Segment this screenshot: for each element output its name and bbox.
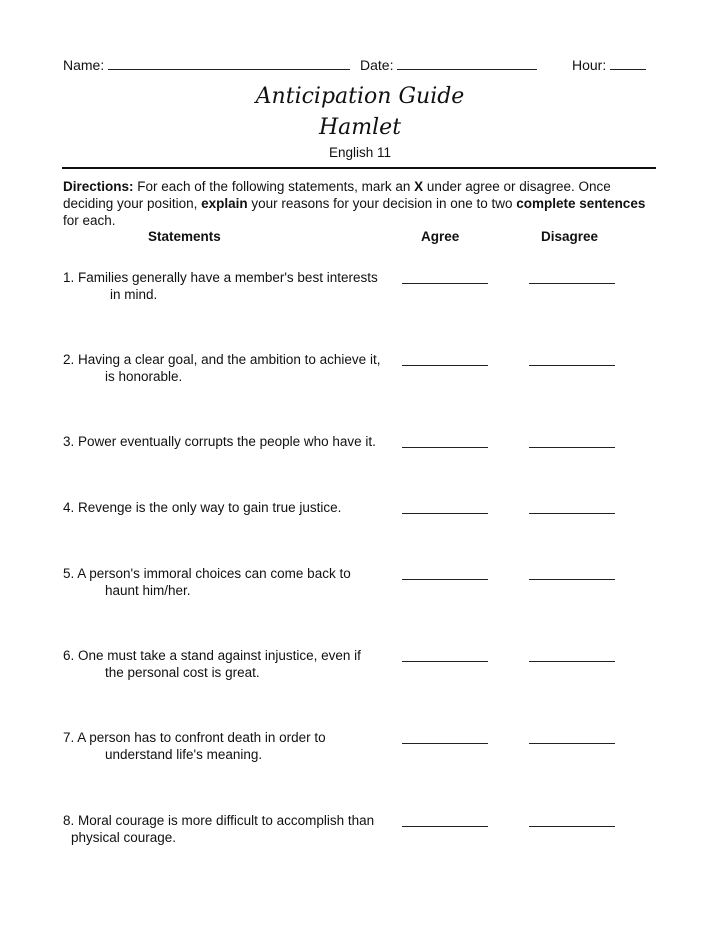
disagree-blank-6[interactable] [529, 661, 615, 662]
statement-7-line1: 7. A person has to confront death in order to [63, 730, 326, 745]
hour-blank[interactable] [610, 58, 646, 70]
disagree-blank-3[interactable] [529, 447, 615, 448]
statement-7 [63, 729, 326, 763]
statement-3-line1: 3. Power eventually corrupts the people who have it. [63, 434, 376, 449]
agree-blank-4[interactable] [402, 513, 488, 514]
name-blank[interactable] [108, 58, 350, 70]
column-disagree: Disagree [541, 229, 599, 244]
disagree-blank-7[interactable] [529, 743, 615, 744]
statement-5-line2: haunt him/her. [105, 583, 191, 598]
directions-x: X [414, 179, 424, 194]
name-field[interactable] [63, 57, 350, 73]
agree-blank-7[interactable] [402, 743, 488, 744]
statement-6 [63, 647, 361, 681]
directions [63, 178, 653, 229]
name-label: Name: [63, 57, 105, 73]
statement-1 [63, 269, 378, 303]
agree-blank-3[interactable] [402, 447, 488, 448]
directions-text-3: your reasons for your decision in one to two [247, 196, 517, 211]
document-title: Anticipation Guide [255, 84, 465, 109]
statement-6-line1: 6. One must take a stand against injustice, even if [63, 648, 361, 663]
statement-3 [63, 433, 376, 450]
directions-text-4: for each. [63, 213, 116, 228]
directions-complete: complete sentences [516, 196, 646, 211]
statement-4 [63, 499, 341, 516]
disagree-blank-8[interactable] [529, 826, 615, 827]
date-label: Date: [360, 57, 394, 73]
hour-label: Hour: [572, 57, 607, 73]
agree-blank-5[interactable] [402, 579, 488, 580]
agree-blank-1[interactable] [402, 283, 488, 284]
directions-text-2: under agree or disagree. Once deciding your position, [63, 179, 611, 211]
disagree-blank-5[interactable] [529, 579, 615, 580]
statement-6-line2: the personal cost is great. [105, 665, 260, 680]
directions-label: Directions: [63, 179, 134, 194]
disagree-blank-2[interactable] [529, 365, 615, 366]
statement-5 [63, 565, 351, 599]
statement-1-line2: in mind. [110, 287, 158, 302]
statement-2 [63, 351, 380, 385]
statement-8-line1: 8. Moral courage is more difficult to accomplish than [63, 813, 375, 828]
statement-2-line1: 2. Having a clear goal, and the ambition to achieve it, [63, 352, 381, 367]
statement-5-line1: 5. A person's immoral choices can come back to [63, 566, 351, 581]
statement-1-line1: 1. Families generally have a member's best interests [63, 270, 378, 285]
hour-field[interactable] [572, 57, 646, 73]
agree-blank-6[interactable] [402, 661, 488, 662]
date-blank[interactable] [397, 58, 537, 70]
statement-8 [63, 812, 374, 846]
disagree-blank-4[interactable] [529, 513, 615, 514]
directions-explain: explain [201, 196, 248, 211]
statement-4-line1: 4. Revenge is the only way to gain true justice. [63, 500, 342, 515]
statement-7-line2: understand life's meaning. [105, 747, 263, 762]
column-statements: Statements [148, 229, 221, 244]
agree-blank-8[interactable] [402, 826, 488, 827]
course-name: English 11 [328, 145, 392, 160]
statement-8-line2: physical courage. [71, 830, 177, 845]
document-subject: Hamlet [318, 115, 402, 140]
directions-text-1: For each of the following statements, mark an [133, 179, 415, 194]
statement-2-line2: is honorable. [105, 369, 183, 384]
header-divider [62, 167, 656, 169]
disagree-blank-1[interactable] [529, 283, 615, 284]
column-agree: Agree [421, 229, 460, 244]
agree-blank-2[interactable] [402, 365, 488, 366]
date-field[interactable] [360, 57, 537, 73]
